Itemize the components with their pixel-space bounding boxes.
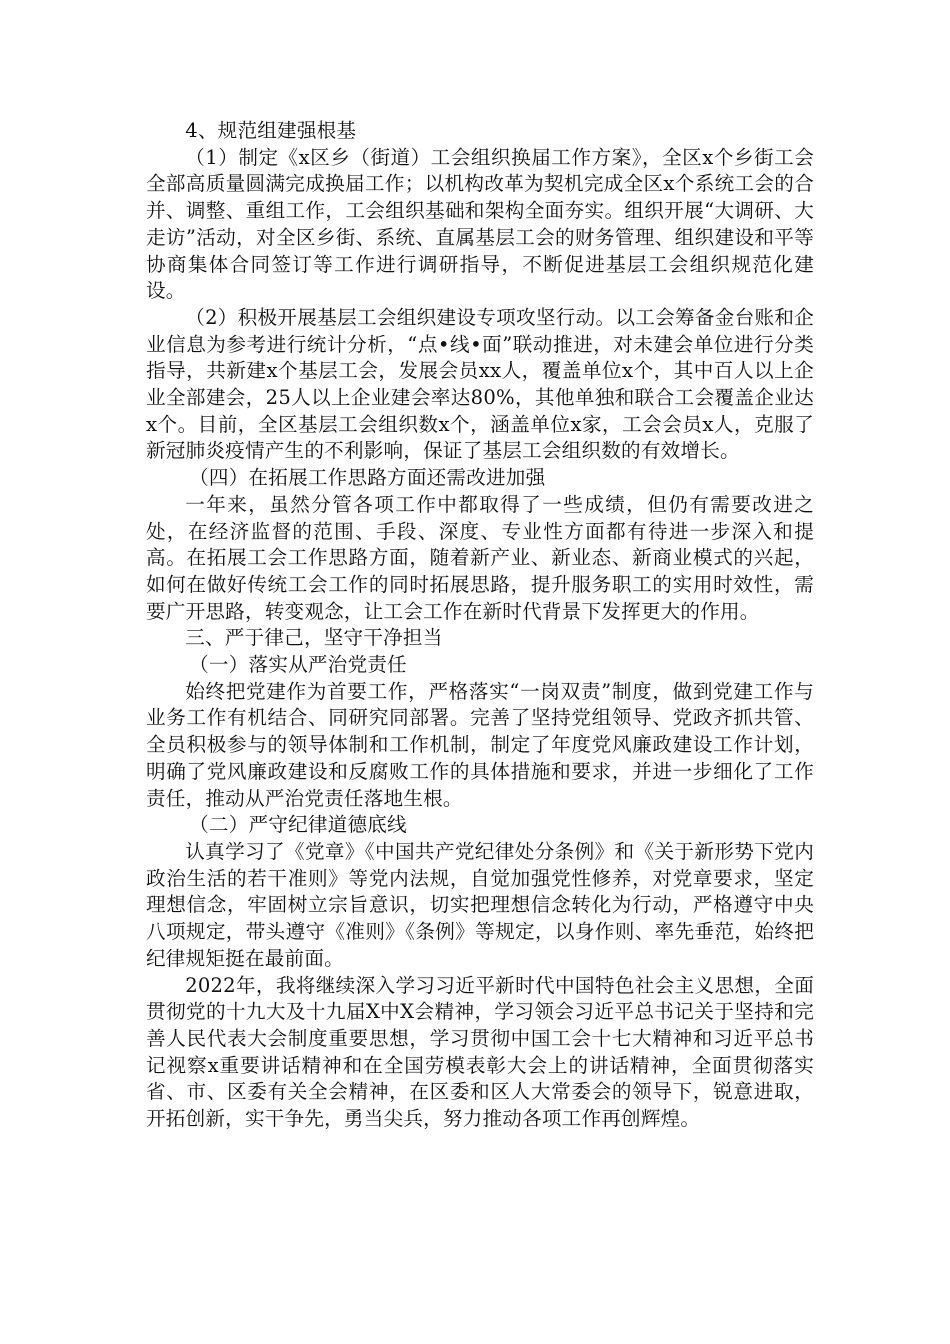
section-heading: （二）严守纪律道德底线: [189, 813, 407, 837]
section-heading: 三、严于律己，坚守干净担当: [185, 626, 443, 650]
document-body: [146, 118, 814, 1133]
section-heading: 4、规范组建强根基: [185, 119, 357, 142]
paragraph: （2）积极开展基层工会组织建设专项攻坚行动。以工会筹备金台账和企业信息为参考进行统计分析，“点•线•面”联动推进，对未建会单位进行分类指导，共新建x个基层工会，发展会员xx人，覆盖单位x个，其中百人以上企业全部建会，25人以上企业建会率达80%，其他单独和联合工会覆盖企业达x个。目前，全区基层工会组织数x个，涵盖单位x家，工会会员x人，克服了新冠肺炎疫情产生的不利影响，保证了基层工会组织数的有效增长。: [146, 305, 814, 463]
section-heading: （一）落实从严治党责任: [189, 653, 407, 677]
section-heading: （四）在拓展工作思路方面还需改进加强: [189, 466, 546, 490]
paragraph: 始终把党建作为首要工作，严格落实“一岗双责”制度，做到党建工作与业务工作有机结合、同研究同部署。完善了坚持党组领导、党政齐抓共管、全员积极参与的领导体制和工作机制，制定了年度党风廉政建设工作计划，明确了党风廉政建设和反腐败工作的具体措施和要求，并进一步细化了工作责任，推动从严治党责任落地生根。: [146, 679, 814, 810]
paragraph: 认真学习了《党章》《中国共产党纪律处分条例》和《关于新形势下党内政治生活的若干准则》等党内法规，自觉加强党性修养，对党章要求，坚定理想信念，牢固树立宗旨意识，切实把理想信念转化为行动，严格遵守中央八项规定，带头遵守《准则》《条例》等规定，以身作则、率先垂范，始终把纪律规矩挺在最前面。: [146, 839, 814, 970]
paragraph: 2022年，我将继续深入学习习近平新时代中国特色社会主义思想，全面贯彻党的十九大及十九届X中X会精神，学习领会习近平总书记关于坚持和完善人民代表大会制度重要思想，学习贯彻中国工会十七大精神和习近平总书记视察x重要讲话精神和在全国劳模表彰大会上的讲话精神，全面贯彻落实省、市、区委有关全会精神，在区委和区人大常委会的领导下，锐意进取，开拓创新，实干争先，勇当尖兵，努力推动各项工作再创辉煌。: [146, 973, 814, 1131]
paragraph: （1）制定《x区乡（街道）工会组织换届工作方案》，全区x个乡街工会全部高质量圆满完成换届工作；以机构改革为契机完成全区x个系统工会的合并、调整、重组工作，工会组织基础和架构全面夯实。组织开展“大调研、大走访”活动，对全区乡街、系统、直属基层工会的财务管理、组织建设和平等协商集体合同签订等工作进行调研指导，不断促进基层工会组织规范化建设。: [146, 145, 814, 303]
paragraph: 一年来，虽然分管各项工作中都取得了一些成绩，但仍有需要改进之处，在经济监督的范围、手段、深度、专业性方面都有待进一步深入和提高。在拓展工会工作思路方面，随着新产业、新业态、新商业模式的兴起，如何在做好传统工会工作的同时拓展思路，提升服务职工的实用时效性，需要广开思路，转变观念，让工会工作在新时代背景下发挥更大的作用。: [146, 492, 814, 623]
